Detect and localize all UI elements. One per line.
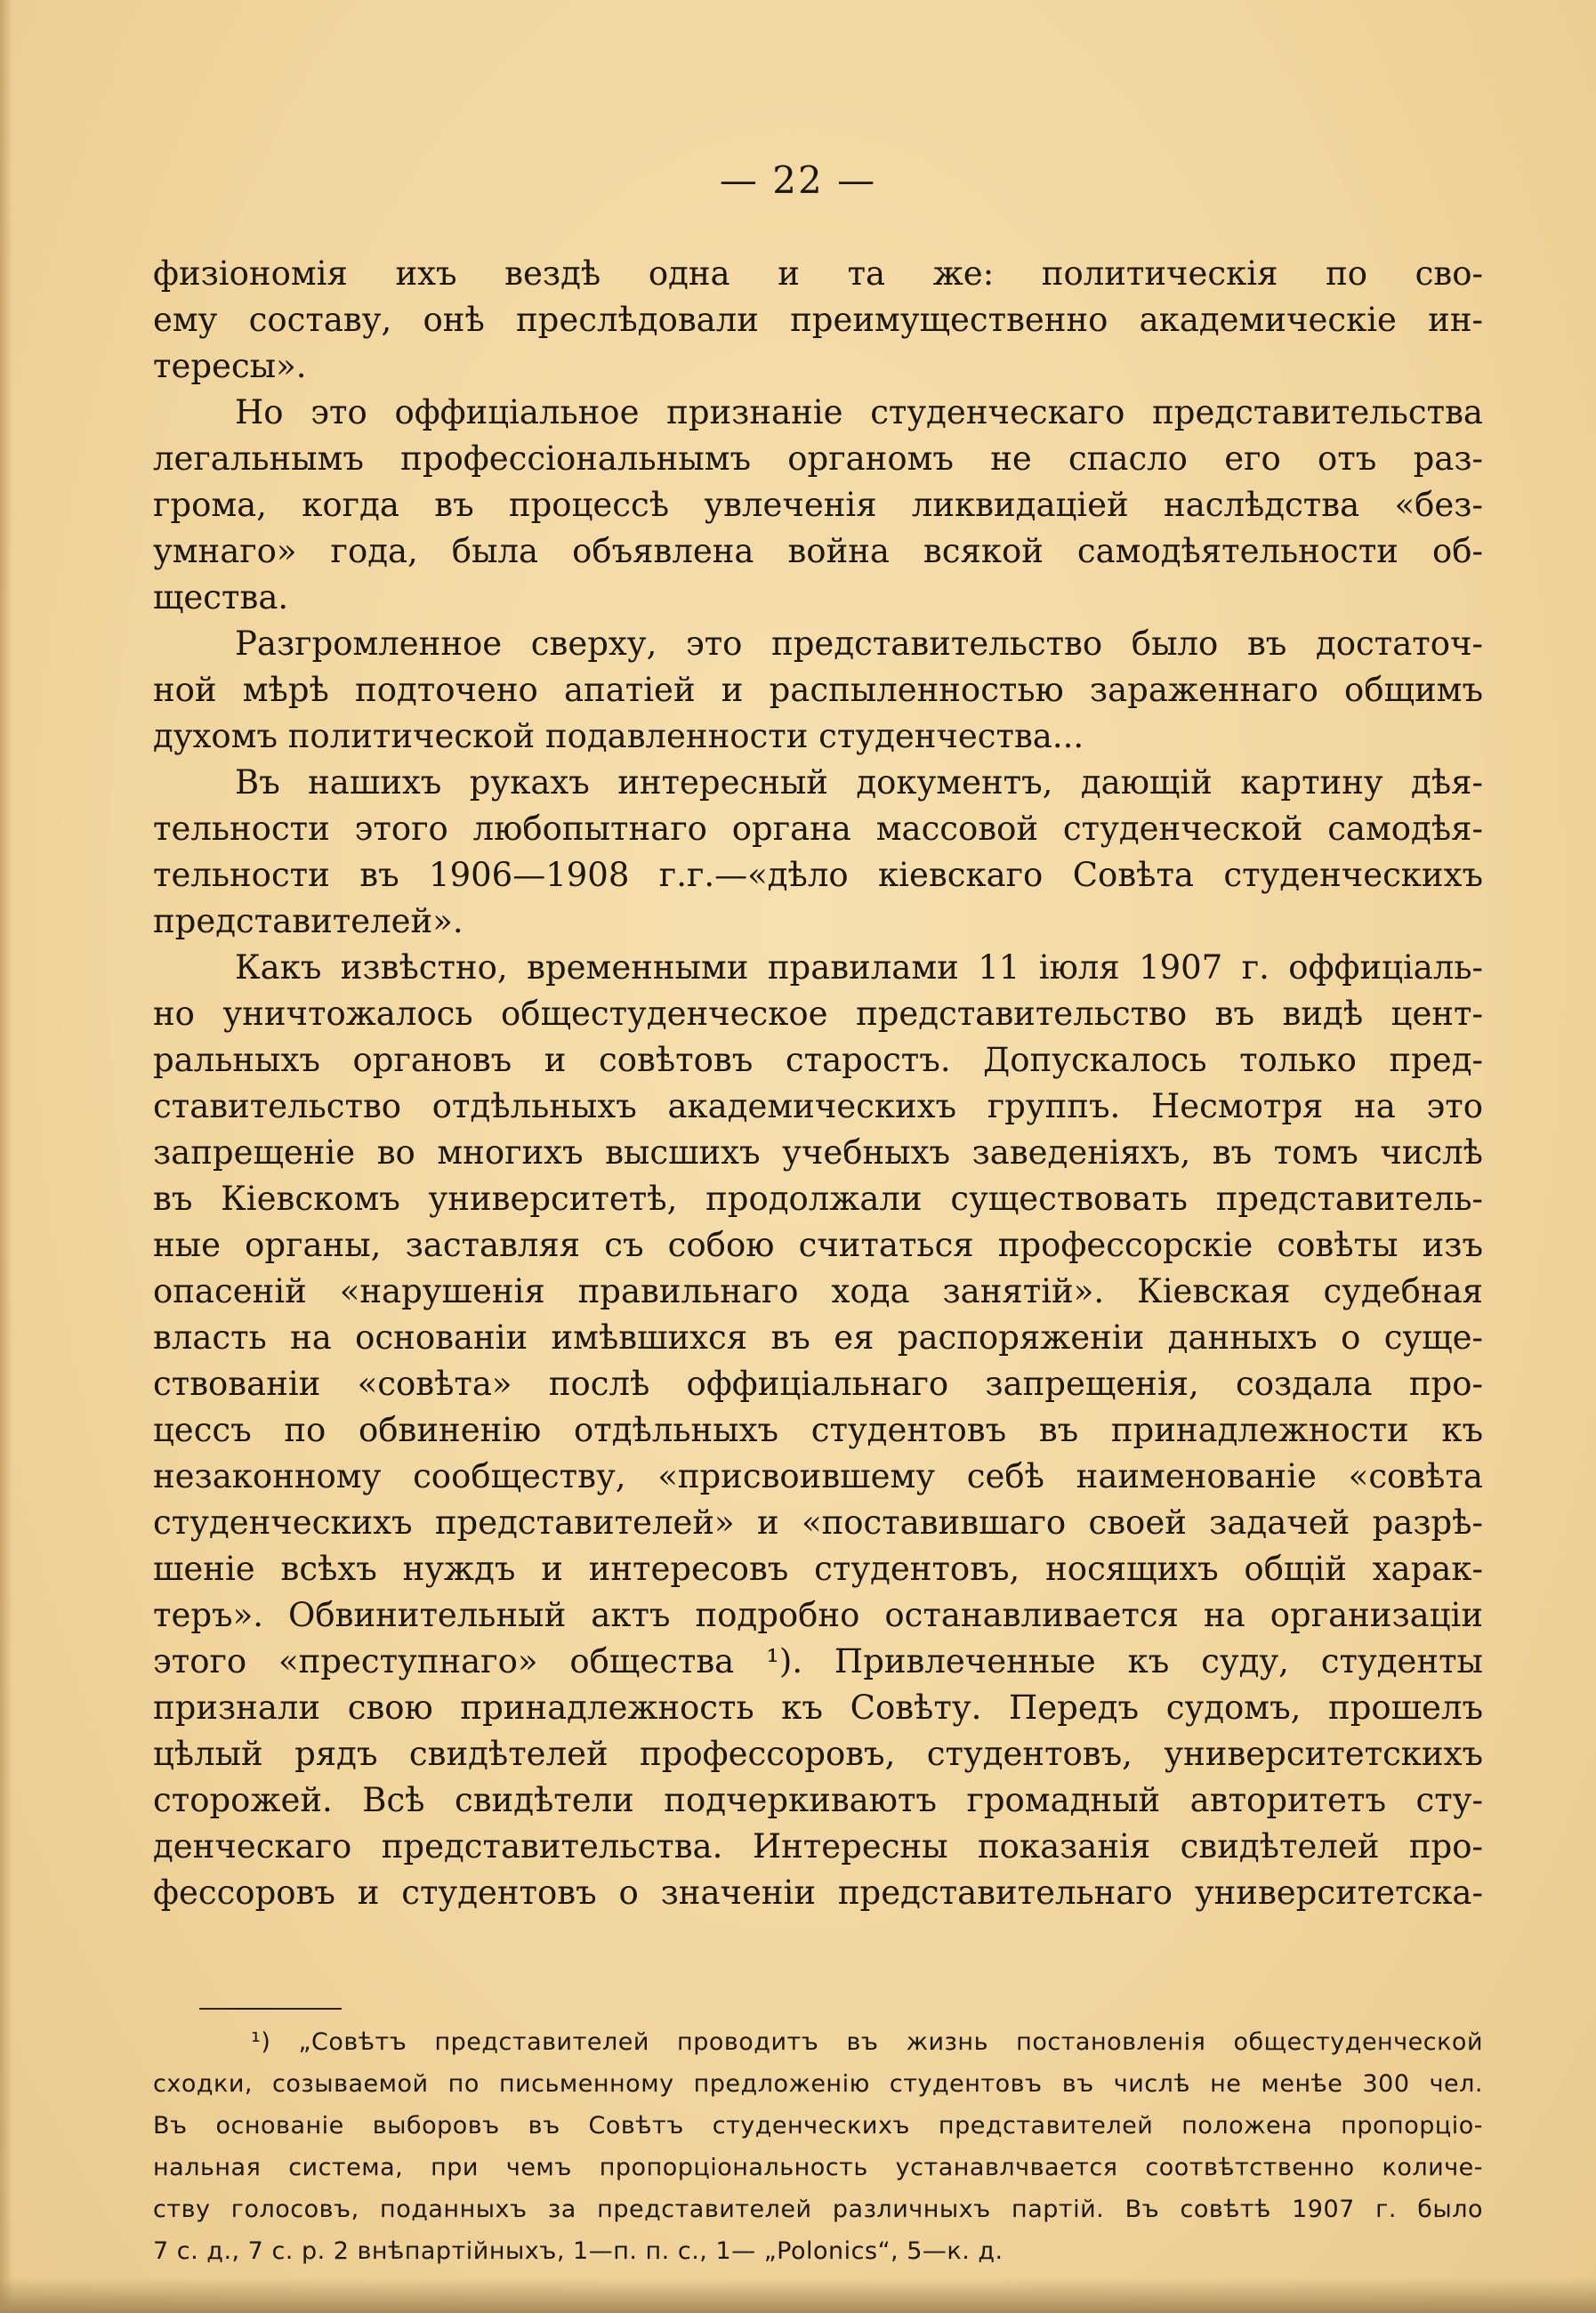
text-line: грома, когда въ процессѣ увлеченія ликвидаціей наслѣдства «без- <box>153 486 1483 524</box>
text-line: запрещеніе во многихъ высшихъ учебныхъ заведеніяхъ, въ томъ числѣ <box>153 1133 1483 1172</box>
text-line: шеніе всѣхъ нуждъ и интересовъ студентовъ, носящихъ общій харак- <box>153 1550 1483 1588</box>
text-line: легальнымъ профессіональнымъ органомъ не спасло его отъ раз- <box>153 439 1483 478</box>
footnote-line: ¹) „Совѣтъ представителей проводитъ въ жизнь постановленія общестуденческой <box>251 2028 1483 2056</box>
page-number: — 22 — <box>719 158 877 202</box>
text-line: тересы». <box>153 347 307 385</box>
text-line: тельности этого любопытнаго органа массовой студенческой самодѣя- <box>153 810 1483 848</box>
page-bottom-shadow <box>0 2277 1596 2313</box>
text-line: духомъ политической подавленности студенчества... <box>153 717 1084 755</box>
footnote-block <box>153 2021 1483 2272</box>
text-line: ставительство отдѣльныхъ академическихъ группъ. Несмотря на это <box>153 1087 1483 1125</box>
footnote-line: 7 с. д., 7 с. р. 2 внѣпартійныхъ, 1—п. п. с., 1— „Polonics“, 5—к. д. <box>153 2237 1004 2265</box>
text-line: ральныхъ органовъ и совѣтовъ старостъ. Допускалось только пред- <box>153 1041 1483 1079</box>
page-edge-shadow <box>0 0 12 2313</box>
text-line: фессоровъ и студентовъ о значеніи представительнаго университетска- <box>153 1874 1483 1912</box>
text-line: Но это оффиціальное признаніе студенческаго представительства <box>235 393 1483 431</box>
text-line: ему составу, онѣ преслѣдовали преимущественно академическіе ин- <box>153 301 1483 339</box>
text-line: признали свою принадлежность къ Совѣту. Передъ судомъ, прошелъ <box>153 1688 1483 1727</box>
text-line: власть на основаніи имѣвшихся въ ея распоряженіи данныхъ о суще- <box>153 1318 1483 1357</box>
footnote-line: сходки, созываемой по письменному предложенію студентовъ въ числѣ не менѣе 300 чел. <box>153 2070 1483 2098</box>
footnote-line: ству голосовъ, поданныхъ за представителей различныхъ партій. Въ совѣтѣ 1907 г. было <box>153 2196 1483 2223</box>
text-line: щества. <box>153 578 289 617</box>
text-line: тельности въ 1906—1908 г.г.—«дѣло кіевскаго Совѣта студенческихъ <box>153 856 1483 894</box>
text-line: въ Кіевскомъ университетѣ, продолжали существовать представитель- <box>153 1180 1483 1218</box>
footnote-line: Въ основаніе выборовъ въ Совѣтъ студенческихъ представителей положена пропорціо- <box>153 2112 1483 2140</box>
text-line: Разгромленное сверху, это представительство было въ достаточ- <box>235 625 1483 663</box>
text-line: ствованіи «совѣта» послѣ оффиціальнаго запрещенія, создала про- <box>153 1365 1483 1403</box>
text-line: цессъ по обвиненію отдѣльныхъ студентовъ въ принадлежности къ <box>153 1411 1483 1449</box>
text-line: Какъ извѣстно, временными правилами 11 іюля 1907 г. оффиціаль- <box>235 948 1483 987</box>
text-line: физіономія ихъ вездѣ одна и та же: политическія по сво- <box>153 254 1483 293</box>
footnote-divider <box>199 2008 342 2010</box>
text-line: сторожей. Всѣ свидѣтели подчеркиваютъ громадный авторитетъ сту- <box>153 1781 1483 1819</box>
text-line: умнаго» года, была объявлена война всякой самодѣятельности об- <box>153 532 1483 570</box>
text-line: цѣлый рядъ свидѣтелей профессоровъ, студентовъ, университетскихъ <box>153 1735 1483 1773</box>
text-line: студенческихъ представителей» и «поставившаго своей задачей разрѣ- <box>153 1503 1483 1542</box>
text-line: этого «преступнаго» общества ¹). Привлеченные къ суду, студенты <box>153 1642 1483 1680</box>
text-line: опасеній «нарушенія правильнаго хода занятій». Кіевская судебная <box>153 1272 1483 1310</box>
text-line: незаконному сообществу, «присвоившему себѣ наименованіе «совѣта <box>153 1457 1483 1495</box>
text-line: денческаго представительства. Интересны показанія свидѣтелей про- <box>153 1827 1483 1866</box>
main-text <box>153 251 1483 1916</box>
text-line: ные органы, заставляя съ собою считаться профессорскіе совѣты изъ <box>153 1226 1483 1264</box>
text-line: но уничтожалось общестуденческое представительство въ видѣ цент- <box>153 995 1483 1033</box>
text-line: Въ нашихъ рукахъ интересный документъ, дающій картину дѣя- <box>235 763 1483 802</box>
text-line: ной мѣрѣ подточено апатіей и распыленностью зараженнаго общимъ <box>153 671 1483 709</box>
text-line: представителей». <box>153 902 463 940</box>
text-line: теръ». Обвинительный актъ подробно останавливается на организаціи <box>153 1596 1483 1634</box>
footnote-line: нальная система, при чемъ пропорціональность устанавлчвается соотвѣтственно количе- <box>153 2154 1483 2181</box>
